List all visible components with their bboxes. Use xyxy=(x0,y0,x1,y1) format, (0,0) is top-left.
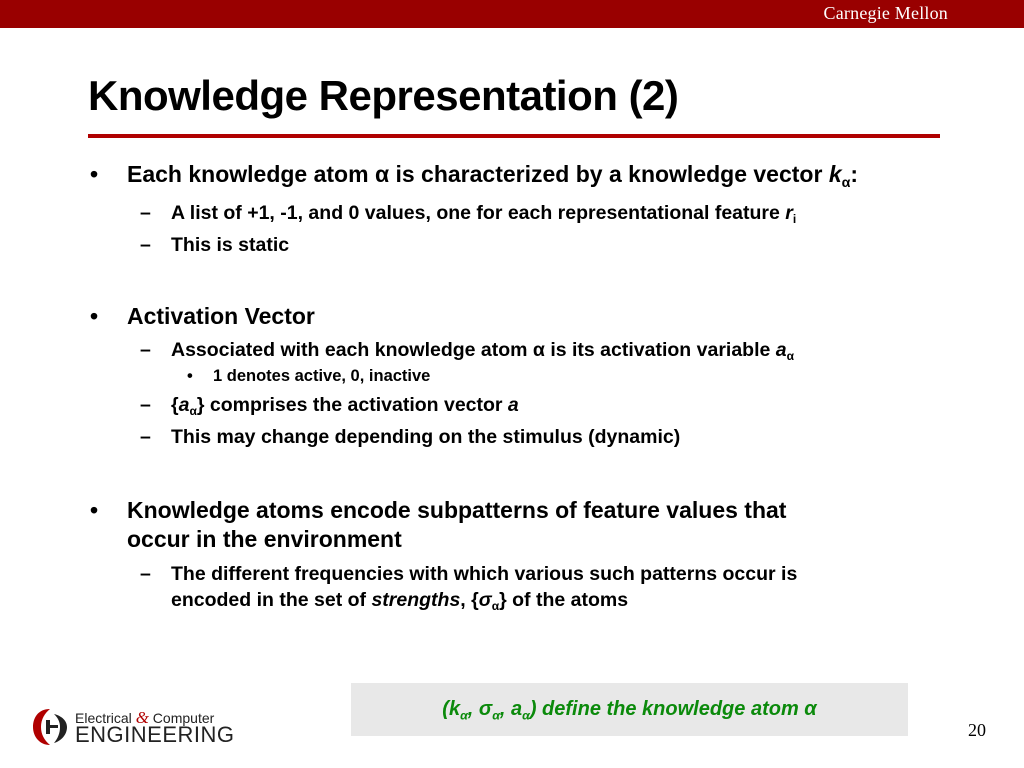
slide-title: Knowledge Representation (2) xyxy=(88,72,679,119)
subitem-text: This may change depending on the stimulus (dynamic) xyxy=(171,426,681,448)
var-subscript: α xyxy=(491,599,500,614)
bullet-text: Activation Vector xyxy=(127,303,315,329)
subitem-activation-variable xyxy=(90,337,950,363)
subitem-text-mid: , { xyxy=(460,589,479,611)
var-r: r xyxy=(785,202,793,224)
var-sigma: σ xyxy=(478,589,492,611)
ece-logo-line2: ENGINEERING xyxy=(75,722,235,747)
bullet-text-line1: Knowledge atoms encode subpatterns of feature values that xyxy=(127,497,787,523)
subitem-text: This is static xyxy=(171,234,290,256)
definition-callout xyxy=(351,683,908,736)
bullet-marker: • xyxy=(187,367,193,385)
ece-logo-icon xyxy=(30,706,70,748)
subsubitem-active-inactive xyxy=(90,365,950,387)
callout-text: ($k_\alpha$, $\sigma_\alpha$, $a_\alpha$) define the knowledge atom α xyxy=(442,698,817,723)
subitem-text: } comprises the activation vector xyxy=(196,394,508,416)
var-subscript: α xyxy=(189,404,197,419)
ece-logo-line1: Electrical & Computer xyxy=(75,708,215,727)
bullet-text-line2: occur in the environment xyxy=(127,526,402,552)
subitem-text: A list of +1, -1, and 0 values, one for each representational feature xyxy=(171,202,786,224)
subitem-strengths xyxy=(90,561,950,613)
page-number: 20 xyxy=(968,720,986,740)
dash-marker: – xyxy=(140,234,151,256)
strengths-emphasis: strengths xyxy=(371,589,461,611)
dash-marker: – xyxy=(140,339,151,361)
subitem-text: Associated with each knowledge atom α is its activation variable xyxy=(171,339,776,361)
var-subscript: α xyxy=(786,349,795,364)
bullet-marker: • xyxy=(90,497,99,523)
var-a-vector: a xyxy=(507,394,519,416)
ece-logo xyxy=(30,700,235,750)
dash-marker: – xyxy=(140,426,151,448)
subitem-value-list xyxy=(90,200,950,226)
subitem-static xyxy=(90,232,950,258)
brace-open: { xyxy=(171,394,179,416)
bullet-text: Each knowledge atom α is characterized by a knowledge vector xyxy=(127,161,829,187)
var-a: a xyxy=(178,394,190,416)
subitem-text-line1: The different frequencies with which various such patterns occur is xyxy=(171,563,798,585)
bullet-marker: • xyxy=(90,303,99,329)
subitem-text: 1 denotes active, 0, inactive xyxy=(213,367,431,385)
title-underline xyxy=(88,134,940,138)
dash-marker: – xyxy=(140,394,151,416)
bullet-knowledge-vector xyxy=(90,160,950,189)
subitem-text-line2: encoded in the set of xyxy=(171,589,372,611)
bullet-marker: • xyxy=(90,161,99,187)
subitem-dynamic xyxy=(90,424,950,450)
slide-body xyxy=(90,160,950,613)
subitem-text-end: } of the atoms xyxy=(499,589,629,611)
bullet-activation-vector xyxy=(90,302,950,331)
bullet-subpatterns xyxy=(90,496,950,554)
subitem-activation-vector-def xyxy=(90,392,950,418)
var-subscript: α xyxy=(841,174,851,191)
var-subscript: i xyxy=(792,212,797,227)
header-bar xyxy=(0,0,1024,28)
dash-marker: – xyxy=(140,202,151,224)
var-a: a xyxy=(775,339,787,361)
bullet-tail: : xyxy=(850,161,859,187)
var-k: k xyxy=(828,161,842,187)
university-name: Carnegie Mellon xyxy=(823,3,948,23)
dash-marker: – xyxy=(140,563,151,585)
